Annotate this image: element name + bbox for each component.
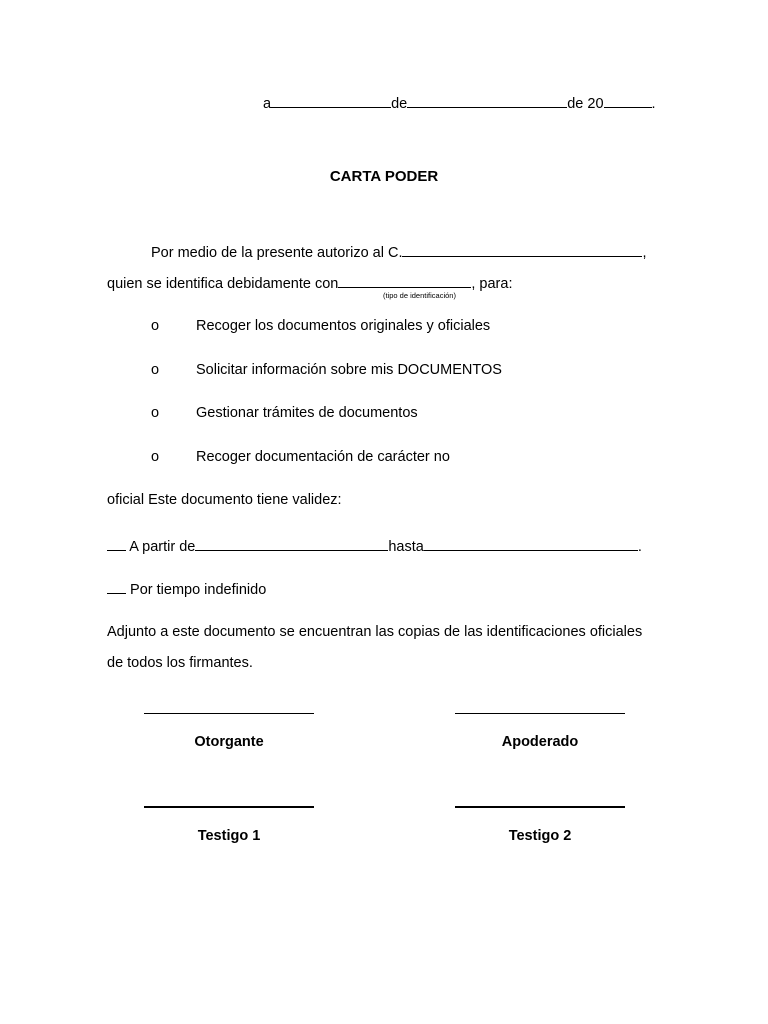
bullet-text: Recoger los documentos originales y oficiales — [196, 318, 491, 334]
bullet-marker: o — [151, 318, 160, 334]
end-date-blank[interactable] — [424, 536, 638, 551]
otorgante-signature-line[interactable] — [144, 713, 314, 714]
intro-line-2 — [107, 273, 512, 293]
bullet-text: Recoger documentación de carácter no — [196, 449, 450, 465]
option-hasta: hasta — [388, 539, 424, 555]
intro-comma: , — [642, 245, 647, 261]
testigo1-label: Testigo 1 — [197, 828, 261, 844]
id-type-blank[interactable] — [338, 273, 471, 288]
bullet-marker: o — [151, 449, 160, 465]
bullet-text: Gestionar trámites de documentos — [196, 405, 418, 421]
option-period: . — [637, 539, 642, 555]
testigo2-signature-line[interactable] — [455, 806, 625, 808]
apoderado-label: Apoderado — [501, 734, 579, 750]
validity-intro: oficial Este documento tiene validez: — [107, 492, 342, 508]
intro-line2-prefix: quien se identifica debidamente con — [107, 276, 339, 292]
year-blank[interactable] — [604, 93, 652, 108]
authorized-name-blank[interactable] — [402, 242, 642, 257]
intro-line-1 — [151, 242, 647, 262]
intro-line2-suffix: , para: — [471, 276, 513, 292]
attachment-line-2: de todos los firmantes. — [107, 655, 253, 671]
apoderado-signature-line[interactable] — [455, 713, 625, 714]
bullet-marker: o — [151, 362, 160, 378]
page-title: CARTA PODER — [329, 168, 439, 185]
date-period: . — [651, 96, 656, 112]
otorgante-label: Otorgante — [194, 734, 264, 750]
date-de-1: de — [391, 96, 408, 112]
bullet-marker: o — [151, 405, 160, 421]
id-type-caption: (tipo de identificación) — [383, 291, 456, 300]
start-date-blank[interactable] — [195, 536, 388, 551]
month-blank[interactable] — [407, 93, 567, 108]
attachment-line-1: Adjunto a este documento se encuentran las copias de las identificaciones oficiales — [107, 624, 643, 640]
day-blank[interactable] — [271, 93, 391, 108]
intro-text: Por medio de la presente autorizo al C. — [151, 245, 403, 261]
option-indefinite — [107, 579, 266, 599]
date-line — [263, 93, 656, 113]
date-prefix: a — [263, 96, 272, 112]
bullet-text: Solicitar información sobre mis DOCUMENTOS — [196, 362, 502, 378]
option-date-range-label: A partir de — [129, 539, 196, 555]
testigo2-label: Testigo 2 — [508, 828, 572, 844]
option-indefinite-label: Por tiempo indefinido — [130, 582, 267, 598]
testigo1-signature-line[interactable] — [144, 806, 314, 808]
option-date-range-checkbox[interactable] — [107, 536, 126, 551]
option-date-range — [107, 536, 642, 556]
option-indefinite-checkbox[interactable] — [107, 579, 126, 594]
date-de-2: de 20 — [567, 96, 604, 112]
